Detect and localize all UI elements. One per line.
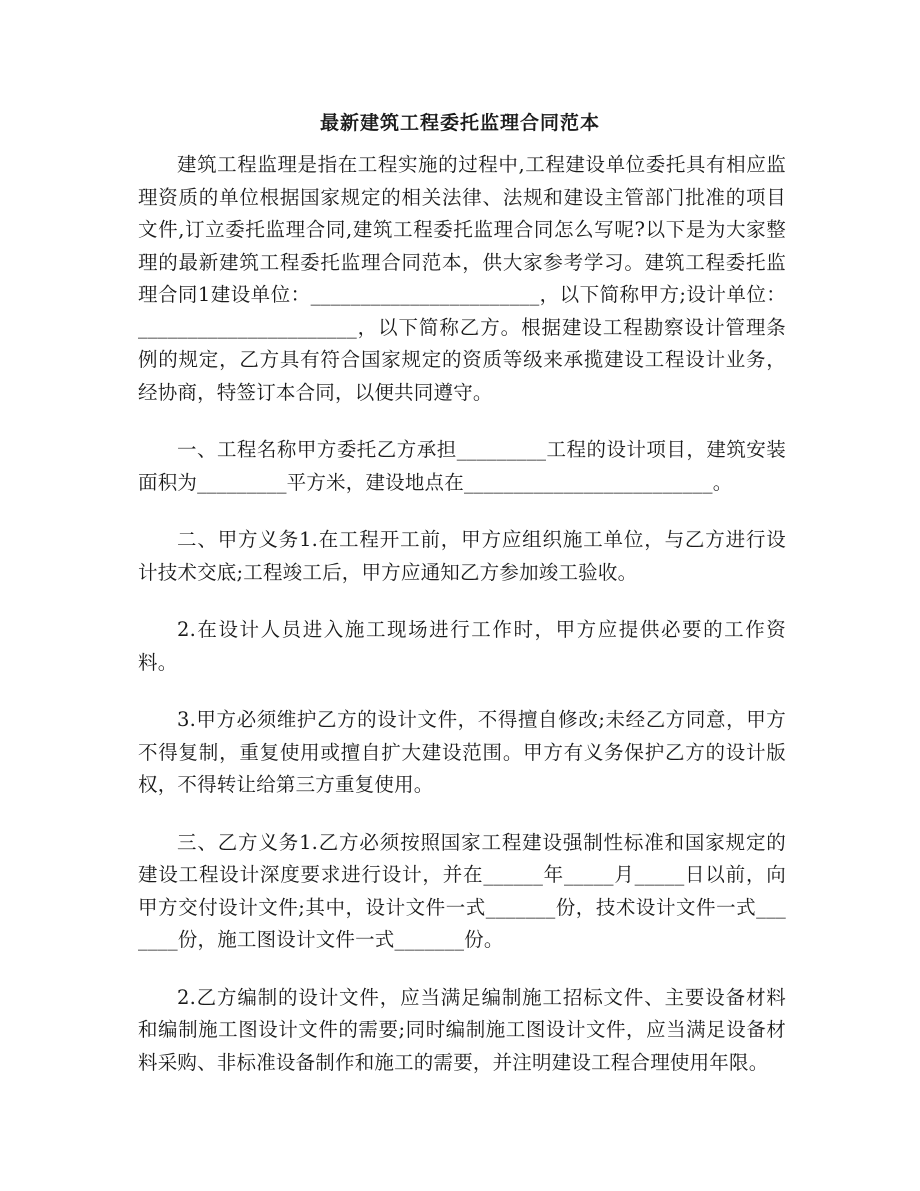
document-title: 最新建筑工程委托监理合同范本 xyxy=(319,112,600,134)
paragraph-party-b-duty-1: 三、乙方义务1.乙方必须按照国家工程建设强制性标准和国家规定的建设工程设计深度要求进行设计，并在______年_____月_____日以前，向甲方交付设计文件;其中，设计文件一式_______份，技术设计文件一式_______份，施工图设计文件一式_______份。 xyxy=(138,830,786,951)
document-body xyxy=(138,149,786,1104)
paragraph-party-a-duty-1: 二、甲方义务1.在工程开工前，甲方应组织施工单位，与乙方进行设计技术交底;工程竣工后，甲方应通知乙方参加竣工验收。 xyxy=(138,528,786,584)
paragraph-party-a-duty-2: 2.在设计人员进入施工现场进行工作时，甲方应提供必要的工作资料。 xyxy=(138,618,786,674)
paragraph-intro: 建筑工程监理是指在工程实施的过程中,工程建设单位委托具有相应监理资质的单位根据国家规定的相关法律、法规和建设主管部门批准的项目文件,订立委托监理合同,建筑工程委托监理合同怎么写呢?以下是为大家整理的最新建筑工程委托监理合同范本，供大家参考学习。建筑工程委托监理合同1建设单位：_______________________，以下简称甲方;设计单位：______________________，以下简称乙方。根据建设工程勘察设计管理条例的规定，乙方具有符合国家规定的资质等级来承揽建设工程设计业务，经协商，特签订本合同，以便共同遵守。 xyxy=(138,153,786,404)
paragraph-project-name: 一、工程名称甲方委托乙方承担_________工程的设计项目，建筑安装面积为_________平方米，建设地点在_________________________。 xyxy=(138,438,786,494)
paragraph-party-b-duty-2: 2.乙方编制的设计文件，应当满足编制施工招标文件、主要设备材料和编制施工图设计文件的需要;同时编制施工图设计文件，应当满足设备材料采购、非标准设备制作和施工的需要，并注明建设工程合理使用年限。 xyxy=(138,985,786,1074)
paragraph-party-a-duty-3: 3.甲方必须维护乙方的设计文件，不得擅自修改;未经乙方同意，甲方不得复制，重复使用或擅自扩大建设范围。甲方有义务保护乙方的设计版权，不得转让给第三方重复使用。 xyxy=(138,708,786,796)
